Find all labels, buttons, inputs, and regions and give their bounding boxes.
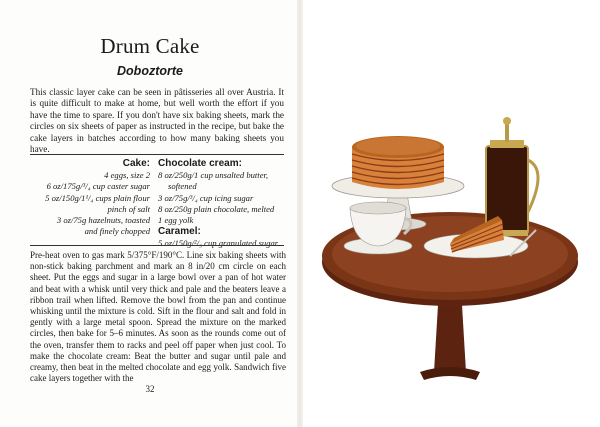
recipe-subtitle: Doboztorte <box>117 64 183 78</box>
ingredient-line: 6 oz/175g/³/₄ cup caster sugar <box>46 181 150 192</box>
ingredient-line: 1 egg yolk <box>158 215 194 226</box>
ingredient-line: softened <box>168 181 197 192</box>
cake-heading: Cake: <box>122 158 150 169</box>
ingredient-line: 4 eggs, size 2 <box>104 170 150 180</box>
recipe-method: Pre-heat oven to gas mark 5/375°F/190°C. Line six baking sheets with non-stick baking parchment and mark an 8 in/20 cm circle on each sheet. Put the eggs and sugar in a large bowl over a pan of hot water and beat with a whisk until very thick and pale and the beaters leave a ribbon trail when lifted. Remove the bowl from the pan and continue whisking until the mixture is cold. Sift in the flour and salt and fold in gently with a large metal spoon. Spread the mixture on the marked circles, then bake for 5–6 minutes. As soon as the rounds come out of the oven, transfer them to racks and peel off paper when just cool. To make the chocolate cream: Beat the butter and sugar until pale and creamy, then beat in the melted chocolate and egg yolk. Sandwich five cake layers together with the <box>30 250 286 384</box>
ingredients-bottom-rule <box>30 245 284 246</box>
cake-illustration <box>300 0 600 427</box>
cup-saucer-illustration <box>344 202 412 254</box>
recipe-intro: This classic layer cake can be seen in pâtisseries all over Austria. It is quite difficult to make at home, but well worth the effort if you have the time to spare. If you don't have six baking sheets, mark the circles on six sheets of paper as instructed in the recipe, but bake the cake layers in batches according to how many baking sheets you have. <box>30 87 284 155</box>
ingredient-line: pinch of salt <box>107 203 150 214</box>
drum-cake-illustration <box>352 136 444 189</box>
ingredient-line: 5 oz/150g/²/₃ cup granulated sugar <box>158 238 279 249</box>
ingredient-line: and finely chopped <box>84 226 150 237</box>
recipe-title: Drum Cake <box>100 34 200 58</box>
ingredient-line: 5 oz/150g/1¹/₄ cups plain flour <box>45 192 150 203</box>
ingredients-top-rule <box>30 154 284 155</box>
ingredients-cream-caramel <box>158 158 286 250</box>
ingredient-line: 3 oz/75g hazelnuts, toasted <box>56 215 150 226</box>
ingredient-line: 8 oz/250g plain chocolate, melted <box>158 203 275 214</box>
chocolate-cream-heading: Chocolate cream: <box>158 158 242 169</box>
page-number: 32 <box>145 384 155 394</box>
ingredient-line: 3 oz/75g/³/₄ cup icing sugar <box>158 192 254 203</box>
caramel-heading: Caramel: <box>158 226 201 238</box>
ingredients-cake <box>28 158 150 238</box>
ingredient-line: 8 oz/250g/1 cup unsalted butter, <box>158 170 269 180</box>
